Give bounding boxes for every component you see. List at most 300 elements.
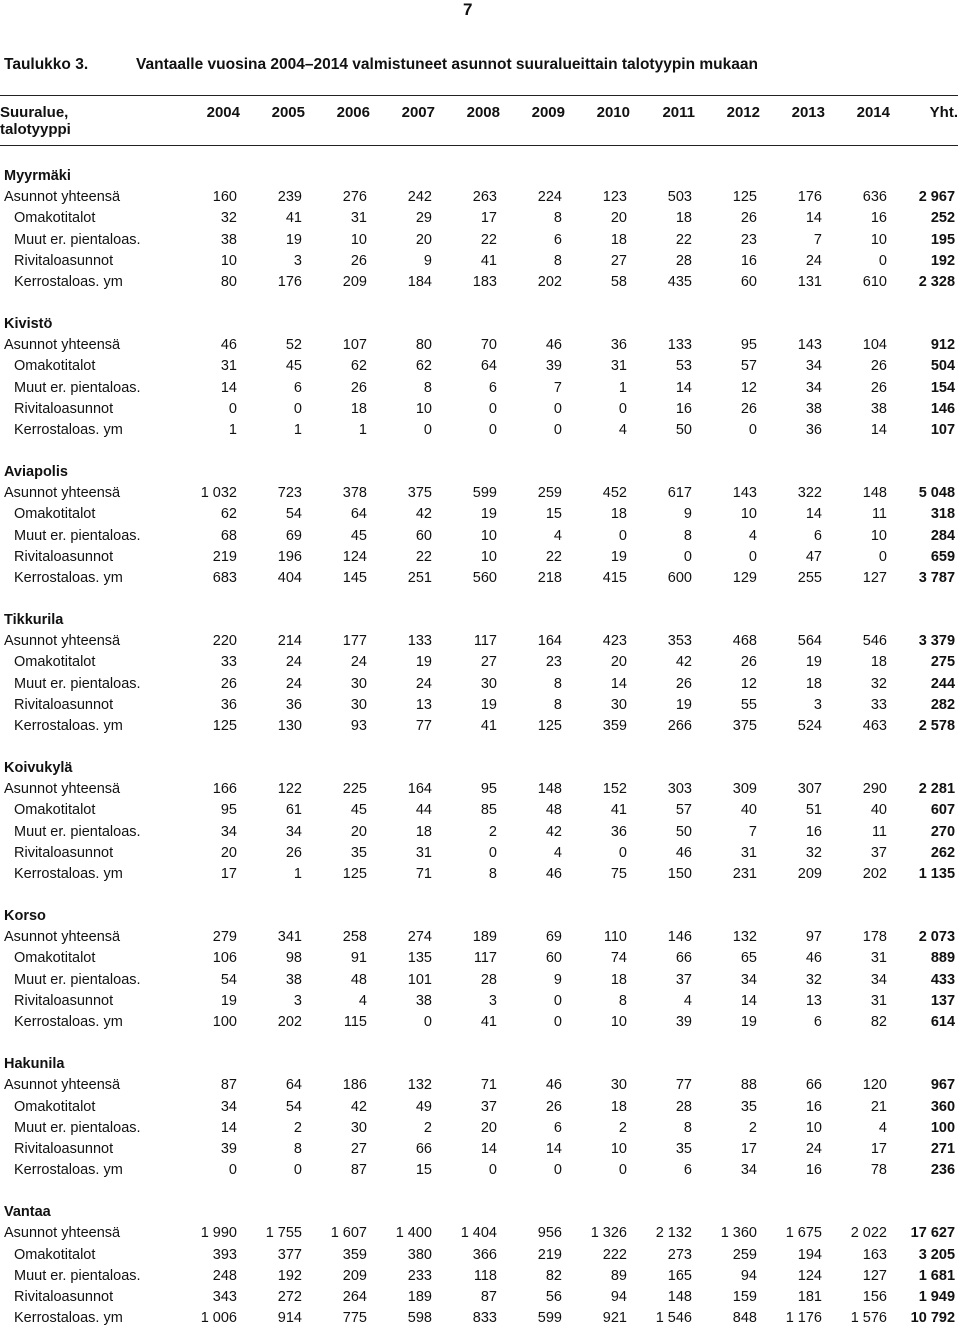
table-row	[0, 1287, 958, 1308]
value-cell: 598	[407, 1310, 432, 1327]
value-cell: 39	[220, 1140, 237, 1157]
value-cell: 80	[220, 274, 237, 291]
region-name: Vantaa	[4, 1204, 51, 1221]
value-cell: 423	[602, 633, 627, 650]
row-label: Omakotitalot	[14, 358, 96, 375]
value-cell: 135	[407, 950, 432, 967]
value-cell: 46	[220, 337, 237, 354]
value-cell: 26	[675, 675, 692, 692]
value-cell: 1 990	[200, 1225, 237, 1242]
value-cell: 599	[537, 1310, 562, 1327]
table-row	[0, 1012, 958, 1033]
total-cell: 192	[930, 252, 956, 269]
value-cell: 24	[350, 654, 367, 671]
table-row	[0, 1266, 958, 1287]
value-cell: 14	[805, 506, 822, 523]
value-cell: 28	[675, 252, 692, 269]
total-cell: 659	[930, 548, 956, 565]
value-cell: 248	[212, 1267, 237, 1284]
table-row	[0, 822, 958, 843]
value-cell: 30	[350, 1119, 367, 1136]
row-label: Asunnot yhteensä	[4, 633, 121, 650]
value-cell: 10	[415, 400, 432, 417]
value-cell: 87	[350, 1162, 367, 1179]
region-header-row	[0, 610, 958, 631]
value-cell: 16	[805, 1098, 822, 1115]
value-cell: 0	[618, 844, 627, 861]
value-cell: 7	[813, 231, 822, 248]
value-cell: 0	[748, 422, 757, 439]
value-cell: 617	[667, 485, 692, 502]
value-cell: 82	[870, 1014, 887, 1031]
value-cell: 6	[488, 379, 497, 396]
value-cell: 40	[740, 802, 757, 819]
row-label: Asunnot yhteensä	[4, 485, 121, 502]
value-cell: 35	[675, 1140, 692, 1157]
value-cell: 91	[350, 950, 367, 967]
total-cell: 275	[930, 654, 956, 671]
value-cell: 19	[610, 548, 627, 565]
total-cell: 607	[930, 802, 956, 819]
value-cell: 71	[480, 1077, 497, 1094]
value-cell: 35	[740, 1098, 757, 1115]
page-number: 7	[463, 0, 473, 19]
region-header-row	[0, 906, 958, 927]
value-cell: 30	[610, 1077, 627, 1094]
header-year: 2013	[791, 104, 825, 121]
value-cell: 58	[610, 274, 627, 291]
value-cell: 68	[220, 527, 237, 544]
value-cell: 10	[480, 548, 497, 565]
value-cell: 60	[415, 527, 432, 544]
row-label: Rivitaloasunnot	[14, 400, 114, 417]
region-spacer	[0, 885, 958, 906]
region-spacer	[0, 737, 958, 758]
table-row	[0, 948, 958, 969]
total-cell: 1 681	[918, 1267, 956, 1284]
value-cell: 22	[415, 548, 432, 565]
header-first-col-line1: Suuralue,	[0, 104, 69, 121]
value-cell: 2	[618, 1119, 627, 1136]
region-header-row	[0, 314, 958, 335]
value-cell: 610	[862, 274, 887, 291]
value-cell: 87	[480, 1288, 497, 1305]
value-cell: 48	[350, 971, 367, 988]
value-cell: 46	[545, 866, 562, 883]
table-row	[0, 695, 958, 716]
value-cell: 34	[285, 823, 302, 840]
value-cell: 22	[480, 231, 497, 248]
value-cell: 32	[870, 675, 887, 692]
value-cell: 37	[870, 844, 887, 861]
value-cell: 21	[870, 1098, 887, 1115]
value-cell: 61	[285, 802, 302, 819]
value-cell: 36	[220, 696, 237, 713]
row-label: Rivitaloasunnot	[14, 992, 114, 1009]
value-cell: 2 022	[850, 1225, 887, 1242]
value-cell: 233	[407, 1267, 432, 1284]
value-cell: 31	[415, 844, 432, 861]
value-cell: 125	[342, 866, 367, 883]
total-cell: 154	[930, 379, 956, 396]
value-cell: 31	[220, 358, 237, 375]
value-cell: 242	[407, 189, 432, 206]
value-cell: 33	[870, 696, 887, 713]
value-cell: 152	[602, 781, 627, 798]
value-cell: 322	[797, 485, 822, 502]
value-cell: 16	[675, 400, 692, 417]
row-label: Rivitaloasunnot	[14, 696, 114, 713]
spacer-cell	[0, 885, 958, 906]
value-cell: 14	[805, 210, 822, 227]
region-name: Myyrmäki	[4, 168, 71, 184]
region-name: Hakunila	[4, 1056, 65, 1073]
value-cell: 4	[618, 422, 627, 439]
value-cell: 131	[797, 274, 822, 291]
value-cell: 133	[667, 337, 692, 354]
value-cell: 94	[740, 1267, 757, 1284]
value-cell: 56	[545, 1288, 562, 1305]
row-label: Asunnot yhteensä	[4, 1225, 121, 1242]
value-cell: 143	[797, 337, 822, 354]
value-cell: 309	[732, 781, 757, 798]
value-cell: 26	[545, 1098, 562, 1115]
value-cell: 38	[415, 992, 432, 1009]
value-cell: 28	[675, 1098, 692, 1115]
value-cell: 4	[553, 527, 562, 544]
value-cell: 54	[220, 971, 237, 988]
data-table	[0, 166, 958, 1329]
value-cell: 60	[740, 274, 757, 291]
value-cell: 209	[797, 866, 822, 883]
value-cell: 124	[797, 1267, 822, 1284]
table-row	[0, 927, 958, 948]
value-cell: 2 132	[655, 1225, 692, 1242]
table-header	[0, 104, 958, 138]
value-cell: 0	[618, 400, 627, 417]
value-cell: 279	[212, 929, 237, 946]
row-label: Rivitaloasunnot	[14, 548, 114, 565]
value-cell: 10	[870, 527, 887, 544]
region-name: Kivistö	[4, 316, 53, 333]
value-cell: 39	[675, 1014, 692, 1031]
value-cell: 13	[805, 992, 822, 1009]
value-cell: 3	[813, 696, 822, 713]
table-row	[0, 1075, 958, 1096]
value-cell: 6	[293, 379, 302, 396]
value-cell: 41	[480, 718, 497, 735]
value-cell: 16	[805, 823, 822, 840]
row-label: Muut er. pientaloas.	[14, 379, 141, 396]
value-cell: 62	[350, 358, 367, 375]
value-cell: 64	[480, 358, 497, 375]
table-row	[0, 716, 958, 737]
value-cell: 307	[797, 781, 822, 798]
value-cell: 272	[277, 1288, 302, 1305]
value-cell: 266	[667, 718, 692, 735]
value-cell: 273	[667, 1246, 692, 1263]
value-cell: 100	[212, 1014, 237, 1031]
table-row	[0, 356, 958, 377]
value-cell: 18	[675, 210, 692, 227]
value-cell: 1 326	[590, 1225, 627, 1242]
value-cell: 3	[293, 252, 302, 269]
value-cell: 20	[480, 1119, 497, 1136]
row-label: Kerrostaloas. ym	[14, 866, 123, 883]
value-cell: 1 360	[720, 1225, 757, 1242]
total-cell: 282	[930, 696, 956, 713]
value-cell: 32	[805, 844, 822, 861]
total-cell: 433	[930, 971, 956, 988]
total-cell: 107	[930, 422, 956, 439]
value-cell: 0	[553, 400, 562, 417]
value-cell: 0	[553, 1014, 562, 1031]
header-year: 2005	[271, 104, 305, 121]
value-cell: 41	[480, 1014, 497, 1031]
value-cell: 1 404	[460, 1225, 497, 1242]
value-cell: 46	[545, 1077, 562, 1094]
value-cell: 78	[870, 1162, 887, 1179]
value-cell: 377	[277, 1246, 302, 1263]
total-cell: 10 792	[910, 1310, 956, 1327]
value-cell: 202	[537, 274, 562, 291]
value-cell: 18	[610, 1098, 627, 1115]
value-cell: 55	[740, 696, 757, 713]
value-cell: 49	[415, 1098, 432, 1115]
value-cell: 37	[675, 971, 692, 988]
value-cell: 4	[683, 992, 692, 1009]
value-cell: 16	[740, 252, 757, 269]
table-caption	[4, 56, 758, 74]
value-cell: 1	[293, 422, 302, 439]
value-cell: 8	[553, 675, 562, 692]
value-cell: 18	[610, 231, 627, 248]
value-cell: 177	[342, 633, 367, 650]
value-cell: 165	[667, 1267, 692, 1284]
value-cell: 4	[748, 527, 757, 544]
value-cell: 39	[545, 358, 562, 375]
value-cell: 60	[545, 950, 562, 967]
total-cell: 3 787	[918, 570, 956, 587]
value-cell: 74	[610, 950, 627, 967]
value-cell: 125	[212, 718, 237, 735]
value-cell: 723	[277, 485, 302, 502]
value-cell: 148	[537, 781, 562, 798]
value-cell: 101	[407, 971, 432, 988]
row-label: Kerrostaloas. ym	[14, 1162, 123, 1179]
value-cell: 276	[342, 189, 367, 206]
top-rule	[0, 95, 958, 96]
header-total: Yht.	[929, 104, 958, 121]
total-cell: 17 627	[910, 1225, 956, 1242]
row-label: Asunnot yhteensä	[4, 781, 121, 798]
value-cell: 51	[805, 802, 822, 819]
value-cell: 45	[350, 527, 367, 544]
table-row	[0, 1139, 958, 1160]
value-cell: 214	[277, 633, 302, 650]
total-cell: 1 949	[918, 1288, 956, 1305]
value-cell: 17	[870, 1140, 887, 1157]
row-label: Kerrostaloas. ym	[14, 422, 123, 439]
value-cell: 34	[740, 971, 757, 988]
value-cell: 683	[212, 570, 237, 587]
value-cell: 160	[212, 189, 237, 206]
value-cell: 70	[480, 337, 497, 354]
value-cell: 34	[220, 1098, 237, 1115]
value-cell: 10	[870, 231, 887, 248]
value-cell: 1 006	[200, 1310, 237, 1327]
value-cell: 163	[862, 1246, 887, 1263]
header-year: 2008	[466, 104, 500, 121]
value-cell: 107	[342, 337, 367, 354]
value-cell: 366	[472, 1246, 497, 1263]
value-cell: 0	[293, 400, 302, 417]
value-cell: 54	[285, 506, 302, 523]
value-cell: 222	[602, 1246, 627, 1263]
total-cell: 137	[930, 992, 956, 1009]
value-cell: 36	[610, 337, 627, 354]
value-cell: 17	[220, 866, 237, 883]
value-cell: 19	[220, 992, 237, 1009]
value-cell: 127	[862, 1267, 887, 1284]
value-cell: 34	[220, 823, 237, 840]
value-cell: 122	[277, 781, 302, 798]
value-cell: 13	[415, 696, 432, 713]
value-cell: 8	[683, 1119, 692, 1136]
value-cell: 3	[293, 992, 302, 1009]
value-cell: 10	[740, 506, 757, 523]
value-cell: 0	[228, 400, 237, 417]
value-cell: 87	[220, 1077, 237, 1094]
value-cell: 38	[220, 231, 237, 248]
value-cell: 24	[285, 654, 302, 671]
table-row	[0, 652, 958, 673]
value-cell: 106	[212, 950, 237, 967]
value-cell: 38	[285, 971, 302, 988]
value-cell: 11	[871, 506, 887, 523]
value-cell: 12	[740, 675, 757, 692]
value-cell: 452	[602, 485, 627, 502]
value-cell: 125	[732, 189, 757, 206]
value-cell: 12	[740, 379, 757, 396]
row-label: Muut er. pientaloas.	[14, 231, 141, 248]
value-cell: 17	[740, 1140, 757, 1157]
value-cell: 42	[350, 1098, 367, 1115]
total-cell: 252	[930, 210, 956, 227]
value-cell: 14	[480, 1140, 497, 1157]
total-cell: 270	[930, 823, 956, 840]
value-cell: 393	[212, 1246, 237, 1263]
value-cell: 62	[220, 506, 237, 523]
header-rule	[0, 145, 958, 146]
value-cell: 0	[683, 548, 692, 565]
spacer-cell	[0, 1181, 958, 1202]
value-cell: 14	[870, 422, 887, 439]
row-label: Rivitaloasunnot	[14, 1288, 114, 1305]
value-cell: 209	[342, 274, 367, 291]
region-spacer	[0, 589, 958, 610]
value-cell: 120	[862, 1077, 887, 1094]
total-cell: 284	[930, 527, 956, 544]
region-header-row	[0, 166, 958, 187]
value-cell: 8	[553, 252, 562, 269]
value-cell: 104	[862, 337, 887, 354]
row-label: Omakotitalot	[14, 950, 96, 967]
value-cell: 50	[675, 823, 692, 840]
value-cell: 0	[553, 422, 562, 439]
value-cell: 34	[805, 379, 822, 396]
total-cell: 2 328	[918, 274, 956, 291]
value-cell: 164	[407, 781, 432, 798]
header-year: 2014	[856, 104, 890, 121]
value-cell: 219	[212, 548, 237, 565]
value-cell: 189	[407, 1288, 432, 1305]
value-cell: 123	[602, 189, 627, 206]
region-header-row	[0, 758, 958, 779]
value-cell: 524	[797, 718, 822, 735]
value-cell: 1	[293, 866, 302, 883]
row-label: Omakotitalot	[14, 1098, 96, 1115]
value-cell: 8	[683, 527, 692, 544]
table-row	[0, 779, 958, 800]
value-cell: 19	[675, 696, 692, 713]
value-cell: 1 176	[785, 1310, 822, 1327]
value-cell: 9	[423, 252, 432, 269]
row-label: Asunnot yhteensä	[4, 1077, 121, 1094]
value-cell: 224	[537, 189, 562, 206]
value-cell: 97	[805, 929, 822, 946]
value-cell: 38	[870, 400, 887, 417]
value-cell: 64	[285, 1077, 302, 1094]
row-label: Omakotitalot	[14, 654, 96, 671]
value-cell: 45	[350, 802, 367, 819]
table-row	[0, 483, 958, 504]
total-cell: 236	[930, 1162, 956, 1179]
value-cell: 251	[407, 570, 432, 587]
value-cell: 32	[805, 971, 822, 988]
value-cell: 259	[732, 1246, 757, 1263]
value-cell: 468	[732, 633, 757, 650]
table-row	[0, 378, 958, 399]
value-cell: 0	[228, 1162, 237, 1179]
value-cell: 956	[537, 1225, 562, 1242]
table-row	[0, 1160, 958, 1181]
value-cell: 20	[415, 231, 432, 248]
value-cell: 42	[675, 654, 692, 671]
value-cell: 80	[415, 337, 432, 354]
value-cell: 1	[358, 422, 367, 439]
header-year: 2010	[596, 104, 630, 121]
value-cell: 8	[293, 1140, 302, 1157]
value-cell: 176	[797, 189, 822, 206]
value-cell: 264	[342, 1288, 367, 1305]
value-cell: 54	[285, 1098, 302, 1115]
spacer-cell	[0, 589, 958, 610]
value-cell: 129	[732, 570, 757, 587]
value-cell: 178	[862, 929, 887, 946]
row-label: Muut er. pientaloas.	[14, 1119, 141, 1136]
value-cell: 0	[748, 548, 757, 565]
value-cell: 164	[537, 633, 562, 650]
header-year: 2007	[401, 104, 435, 121]
table-row	[0, 1308, 958, 1329]
value-cell: 31	[350, 210, 367, 227]
table-row	[0, 1223, 958, 1244]
row-label: Rivitaloasunnot	[14, 844, 114, 861]
value-cell: 2	[488, 823, 497, 840]
value-cell: 0	[618, 527, 627, 544]
table-row	[0, 272, 958, 293]
